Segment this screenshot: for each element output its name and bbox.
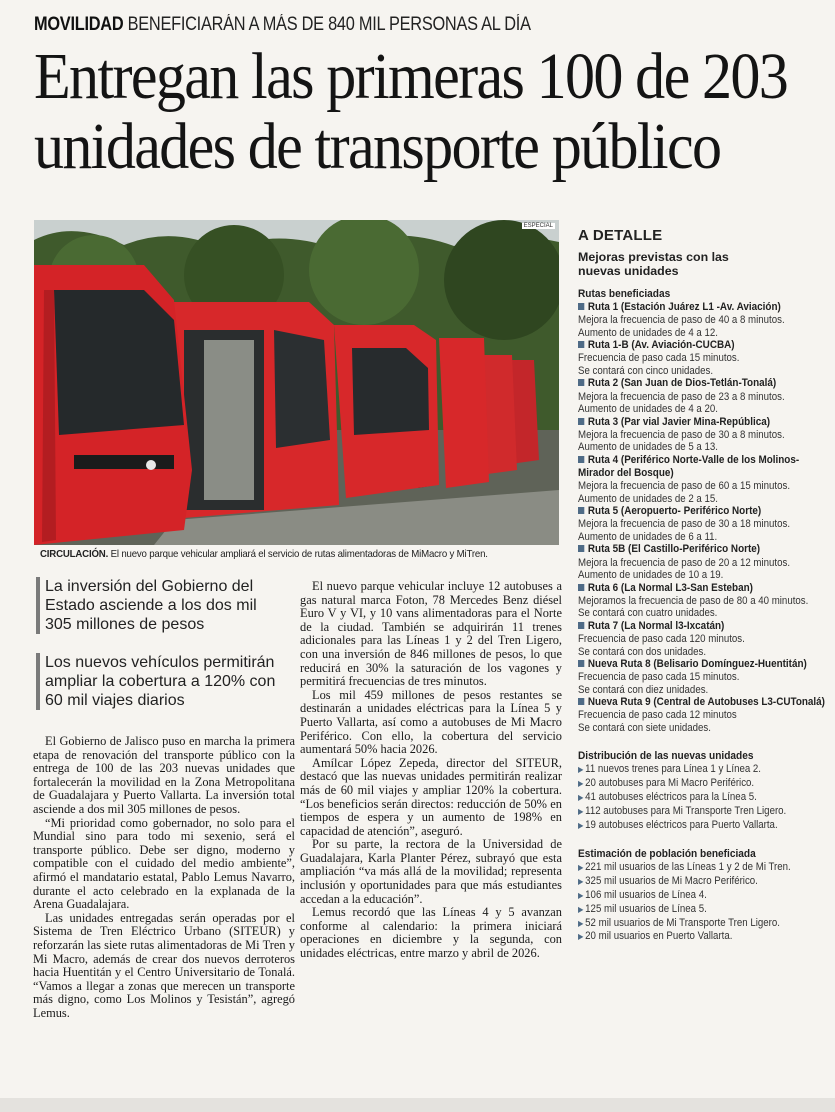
body-paragraph: “Mi prioridad como gobernador, no solo para el Mundial sino para todo mi sexenio, será el transporte público. Debe ser digno, moderno y compatible con el cuidado del medio ambiente”, afirmó el mandatario estatal, Pablo Lemus Navarro, durante el acto celebrado en la explanada de la Arena Guadalajara. <box>33 815 295 912</box>
population-heading: Estimación de población beneficiada <box>578 848 756 861</box>
headline <box>34 40 788 183</box>
route-name: Ruta 1 (Estación Juárez L1 -Av. Aviación) <box>587 301 781 313</box>
distribution-text: 112 autobuses para Mi Transporte Tren Ligero. <box>585 804 787 817</box>
route-name: Ruta 5 (Aeropuerto- Periférico Norte) <box>587 505 762 518</box>
body-paragraph: Amílcar López Zepeda, director del SITEUR, destacó que las nuevas unidades permitirán realizar más de 60 mil viajes y ampliar 120% la cobertura. “Los beneficios serán directos: reducción de 50% en tiempos de espera y un aumento de 198% en capacidad de atención”, aseguró. <box>300 755 562 838</box>
body-column-1 <box>33 735 295 1020</box>
population-item <box>578 903 794 917</box>
kicker-section: MOVILIDAD <box>34 14 124 35</box>
triangle-bullet-icon: ▶ <box>578 877 584 887</box>
route-detail: Mejora la frecuencia de paso de 30 a 8 minutos. <box>578 428 785 441</box>
route-name: Ruta 2 (San Juan de Dios-Tetlán-Tonalá) <box>587 377 777 390</box>
route-detail: Frecuencia de paso cada 15 minutos. <box>578 671 740 684</box>
route-item <box>578 620 824 658</box>
population-item <box>578 889 794 903</box>
distribution-item <box>578 805 794 819</box>
body-column-2 <box>300 580 562 961</box>
body-paragraph: Lemus recordó que las Líneas 4 y 5 avanzan conforme al calendario: la primera iniciará operaciones en diciembre y la segunda, con unidades eléctricas, entre marzo y abril de 2026. <box>300 905 562 961</box>
square-bullet-icon <box>578 456 584 463</box>
route-detail: Se contará con dos unidades. <box>578 645 707 658</box>
square-bullet-icon <box>578 303 584 310</box>
route-name: Nueva Ruta 8 (Belisario Domínguez-Huentitán) <box>587 658 807 671</box>
route-detail: Mejora la frecuencia de paso de 60 a 15 minutos. <box>578 480 791 493</box>
route-detail: Aumento de unidades de 4 a 20. <box>578 403 718 416</box>
headline-line-2: unidades de transporte público <box>34 110 721 183</box>
route-detail: Aumento de unidades de 10 a 19. <box>578 569 724 582</box>
distribution-item <box>578 819 794 833</box>
pull-quote-1: La inversión del Gobierno del Estado asciende a los dos mil 305 millones de pesos <box>36 577 285 634</box>
distribution-text: 11 nuevos trenes para Línea 1 y Línea 2. <box>585 763 761 776</box>
bus-photo <box>34 220 559 545</box>
triangle-bullet-icon: ▶ <box>578 779 584 789</box>
kicker-text: BENEFICIARÁN A MÁS DE 840 MIL PERSONAS AL DÍA <box>127 14 531 35</box>
sidebar-subtitle: Mejoras previstas con las nuevas unidades <box>578 250 729 278</box>
route-detail: Mejora la frecuencia de paso de 30 a 18 minutos. <box>578 518 791 531</box>
population-text: 325 mil usuarios de Mi Macro Periférico. <box>585 875 758 888</box>
square-bullet-icon <box>578 545 584 552</box>
body-paragraph: Las unidades entregadas serán operadas por el Sistema de Tren Eléctrico Urbano (SITEUR) y reforzarán las siete rutas alimentadoras de Mi Tren y Mi Macro, además de crear dos nuevos derroteros hacia Huentitán y el Centro Universitario de Tonalá. “Vamos a llegar a zonas que merecen un transporte más digno, como Los Molinos y Tesistán”, agregó Lemus. <box>33 910 295 1020</box>
triangle-bullet-icon: ▶ <box>578 765 584 775</box>
route-item <box>578 377 824 415</box>
triangle-bullet-icon: ▶ <box>578 820 584 830</box>
square-bullet-icon <box>578 660 584 667</box>
route-detail: Se contará con cinco unidades. <box>578 364 714 377</box>
distribution-text: 19 autobuses eléctricos para Puerto Vallarta. <box>585 818 778 831</box>
kicker <box>34 14 531 36</box>
square-bullet-icon <box>578 622 584 629</box>
caption-label: CIRCULACIÓN. <box>40 548 109 560</box>
headline-line-1: Entregan las primeras 100 de 203 <box>34 40 788 113</box>
square-bullet-icon <box>578 507 584 514</box>
route-item <box>578 416 824 454</box>
route-item <box>578 339 824 377</box>
triangle-bullet-icon: ▶ <box>578 932 584 942</box>
route-name: Ruta 3 (Par vial Javier Mina-República) <box>587 415 771 428</box>
routes-heading: Rutas beneficiadas <box>578 288 671 300</box>
distribution-item <box>578 791 794 805</box>
body-paragraph: Por su parte, la rectora de la Universidad de Guadalajara, Karla Planter Pérez, subrayó que esta ampliación “va más allá de la movilidad; representa inclusión y oportunidades para que más estudiantes accedan a la educación”. <box>300 837 562 906</box>
population-item <box>578 930 794 944</box>
distribution-text: 41 autobuses eléctricos para la Línea 5. <box>585 791 757 804</box>
body-paragraph: El Gobierno de Jalisco puso en marcha la primera etapa de renovación del transporte público con la entrega de 100 de las 203 nuevas unidades que fortalecerán la movilidad en la Zona Metropolitana de Guadalajara y Puerto Vallarta. La inversión total asciende a dos mil 305 millones de pesos. <box>33 734 295 816</box>
page-bottom-margin <box>0 1098 835 1112</box>
route-detail: Se contará con cuatro unidades. <box>578 607 718 620</box>
route-item <box>578 582 824 620</box>
route-item <box>578 301 824 339</box>
route-name: Ruta 6 (La Normal L3-San Esteban) <box>587 581 753 594</box>
route-detail: Aumento de unidades de 6 a 11. <box>578 530 718 543</box>
distribution-heading: Distribución de las nuevas unidades <box>578 750 754 763</box>
route-detail: Se contará con diez unidades. <box>578 683 709 696</box>
route-detail: Aumento de unidades de 4 a 12. <box>578 326 718 339</box>
square-bullet-icon <box>578 584 584 591</box>
route-detail: Aumento de unidades de 2 a 15. <box>578 492 718 505</box>
distribution-item <box>578 777 794 791</box>
route-item <box>578 696 824 734</box>
triangle-bullet-icon: ▶ <box>578 891 584 901</box>
bus-photo-illustration <box>34 220 559 545</box>
distribution-item <box>578 763 794 777</box>
route-item <box>578 454 824 505</box>
route-detail: Mejora la frecuencia de paso de 23 a 8 minutos. <box>578 390 785 403</box>
route-detail: Aumento de unidades de 5 a 13. <box>578 441 718 454</box>
square-bullet-icon <box>578 379 584 386</box>
population-text: 52 mil usuarios de Mi Transporte Tren Ligero. <box>585 916 780 929</box>
square-bullet-icon <box>578 698 584 705</box>
square-bullet-icon <box>578 341 584 348</box>
route-name-continued: Mirador del Bosque) <box>578 467 674 480</box>
route-detail: Frecuencia de paso cada 12 minutos <box>578 709 737 722</box>
triangle-bullet-icon: ▶ <box>578 904 584 914</box>
population-text: 221 mil usuarios de las Líneas 1 y 2 de Mi Tren. <box>585 861 791 874</box>
population-item <box>578 917 794 931</box>
route-name: Ruta 5B (El Castillo-Periférico Norte) <box>587 543 761 556</box>
square-bullet-icon <box>578 418 584 425</box>
triangle-bullet-icon: ▶ <box>578 806 584 816</box>
population-text: 106 mil usuarios de Línea 4. <box>585 889 707 902</box>
body-paragraph: Los mil 459 millones de pesos restantes se destinarán a unidades eléctricas para la Línea 5 y Puerto Vallarta, así como a autobuses de Mi Macro Periférico. Con ello, la cobertura del servicio aumentará 50% hacia 2026. <box>300 687 562 757</box>
route-name: Ruta 7 (La Normal l3-Ixcatán) <box>587 619 725 632</box>
population-text: 125 mil usuarios de Línea 5. <box>585 902 707 915</box>
pull-quote-2: Los nuevos vehículos permitirán ampliar la cobertura a 120% con 60 mil viajes diarios <box>36 653 285 710</box>
distribution-text: 20 autobuses para Mi Macro Periférico. <box>585 777 755 790</box>
route-name: Ruta 4 (Periférico Norte-Valle de los Molinos- <box>587 453 800 466</box>
population-text: 20 mil usuarios en Puerto Vallarta. <box>585 930 733 943</box>
route-detail: Se contará con siete unidades. <box>578 721 711 734</box>
triangle-bullet-icon: ▶ <box>578 863 584 873</box>
route-name: Nueva Ruta 9 (Central de Autobuses L3-CUTonalá) <box>587 696 825 709</box>
route-detail: Frecuencia de paso cada 120 minutos. <box>578 633 745 646</box>
population-item <box>578 875 794 889</box>
sidebar-a-detalle <box>574 225 824 944</box>
population-item <box>578 861 794 875</box>
route-name: Ruta 1-B (Av. Aviación-CUCBA) <box>587 339 735 352</box>
route-detail: Mejora la frecuencia de paso de 20 a 12 minutos. <box>578 556 791 569</box>
triangle-bullet-icon: ▶ <box>578 918 584 928</box>
route-detail: Mejora la frecuencia de paso de 40 a 8 minutos. <box>578 314 785 327</box>
route-detail: Frecuencia de paso cada 15 minutos. <box>578 352 740 365</box>
route-item <box>578 543 824 581</box>
route-detail: Mejoramos la frecuencia de paso de 80 a 40 minutos. <box>578 594 809 607</box>
triangle-bullet-icon: ▶ <box>578 793 584 803</box>
body-paragraph: El nuevo parque vehicular incluye 12 autobuses a gas natural marca Foton, 78 Mercedes Benz diésel Euro V y VI, y 10 vans alimentadoras para el Norte de la ciudad. También se adquirirán 11 trenes adicionales para las Líneas 1 y 2 del Tren Ligero, con una inversión de 846 millones de pesos, lo que reducirá en 30% la saturación de los vagones y permitirá frecuencias de tres minutos. <box>300 579 562 689</box>
route-item <box>578 658 824 696</box>
route-item <box>578 505 824 543</box>
caption-text: El nuevo parque vehicular ampliará el servicio de rutas alimentadoras de MiMacro y MiTren. <box>110 548 488 560</box>
photo-caption <box>40 548 518 560</box>
sidebar-title: A DETALLE <box>578 227 663 244</box>
photo-credit: ESPECIAL <box>523 223 553 229</box>
